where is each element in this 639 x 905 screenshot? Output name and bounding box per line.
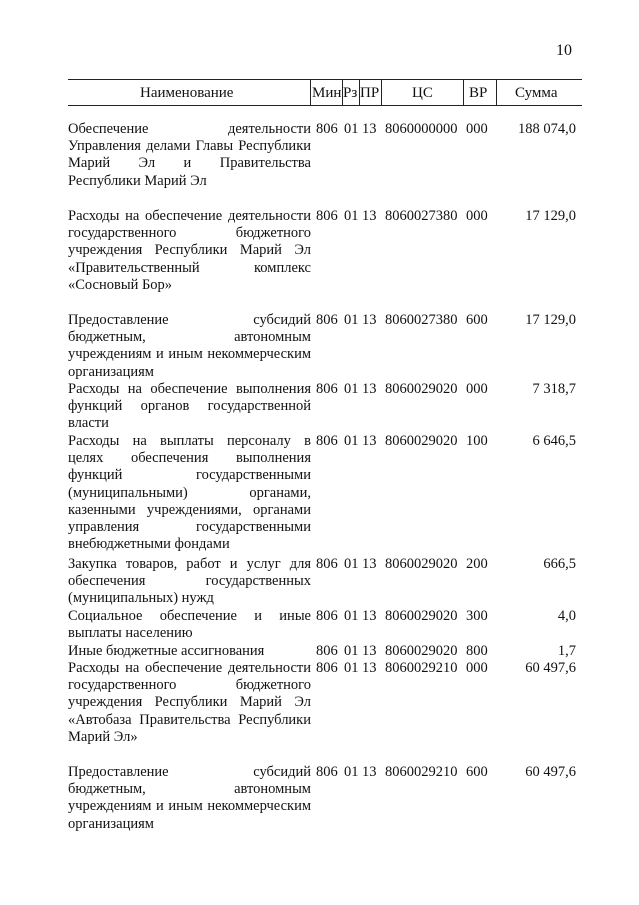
header-divider (381, 79, 382, 106)
row-rz: 01 (344, 643, 359, 659)
header-pr: ПР (360, 85, 380, 101)
row-min: 806 (316, 764, 338, 780)
row-pr: 13 (362, 208, 377, 224)
row-pr: 13 (362, 433, 377, 449)
row-name: Социальное обеспечение и иные выплаты населению (68, 608, 311, 642)
row-rz: 01 (344, 381, 359, 397)
row-cs: 8060029020 (385, 643, 458, 659)
row-rz: 01 (344, 121, 359, 137)
row-rz: 01 (344, 556, 359, 572)
row-pr: 13 (362, 381, 377, 397)
row-pr: 13 (362, 764, 377, 780)
row-rz: 01 (344, 764, 359, 780)
row-pr: 13 (362, 660, 377, 676)
row-sum: 17 129,0 (525, 208, 576, 224)
row-sum: 1,7 (557, 643, 576, 659)
row-rz: 01 (344, 608, 359, 624)
row-rz: 01 (344, 433, 359, 449)
row-sum: 7 318,7 (532, 381, 576, 397)
row-name: Расходы на выплаты персоналу в целях обеспечения выполнения функций государственными (муниципальными) органами, казенными учреждениями, органами управления государственными внебюджетными фондами (68, 433, 311, 553)
row-sum: 6 646,5 (532, 433, 576, 449)
row-name: Расходы на обеспечение деятельности государственного бюджетного учреждения Республики Марий Эл «Правительственный комплекс «Сосновый Бор» (68, 208, 311, 293)
row-name: Расходы на обеспечение выполнения функций органов государственной власти (68, 381, 311, 432)
row-cs: 8060029020 (385, 556, 458, 572)
row-vr: 800 (466, 643, 488, 659)
header-bottom-rule (68, 105, 582, 106)
row-vr: 000 (466, 660, 488, 676)
row-min: 806 (316, 643, 338, 659)
row-pr: 13 (362, 608, 377, 624)
row-sum: 17 129,0 (525, 312, 576, 328)
row-name: Обеспечение деятельности Управления делами Главы Республики Марий Эл и Правительства Республики Марий Эл (68, 121, 311, 189)
header-name: Наименование (140, 85, 234, 101)
row-rz: 01 (344, 660, 359, 676)
row-sum: 188 074,0 (518, 121, 576, 137)
header-divider (310, 79, 311, 106)
row-sum: 4,0 (557, 608, 576, 624)
row-vr: 600 (466, 312, 488, 328)
row-name: Предоставление субсидий бюджетным, автономным учреждениям и иным некоммерческим организациям (68, 764, 311, 832)
row-cs: 8060029020 (385, 381, 458, 397)
row-cs: 8060000000 (385, 121, 458, 137)
row-name: Предоставление субсидий бюджетным, автономным учреждениям и иным некоммерческим организациям (68, 312, 311, 380)
row-rz: 01 (344, 208, 359, 224)
row-pr: 13 (362, 121, 377, 137)
row-name: Расходы на обеспечение деятельности государственного бюджетного учреждения Республики Марий Эл «Автобаза Правительства Республики Марий Эл» (68, 660, 311, 745)
row-cs: 8060027380 (385, 312, 458, 328)
row-cs: 8060029210 (385, 764, 458, 780)
row-sum: 666,5 (543, 556, 576, 572)
header-top-rule (68, 79, 582, 80)
row-min: 806 (316, 556, 338, 572)
row-min: 806 (316, 608, 338, 624)
row-vr: 600 (466, 764, 488, 780)
row-min: 806 (316, 208, 338, 224)
row-cs: 8060027380 (385, 208, 458, 224)
page-number: 10 (556, 42, 572, 59)
header-vr: ВР (469, 85, 488, 101)
row-cs: 8060029020 (385, 608, 458, 624)
row-rz: 01 (344, 312, 359, 328)
row-vr: 000 (466, 381, 488, 397)
row-pr: 13 (362, 556, 377, 572)
row-cs: 8060029210 (385, 660, 458, 676)
row-min: 806 (316, 381, 338, 397)
row-name: Закупка товаров, работ и услуг для обеспечения государственных (муниципальных) нужд (68, 556, 311, 607)
header-divider (463, 79, 464, 106)
row-sum: 60 497,6 (525, 764, 576, 780)
row-cs: 8060029020 (385, 433, 458, 449)
row-vr: 000 (466, 121, 488, 137)
row-vr: 000 (466, 208, 488, 224)
row-min: 806 (316, 312, 338, 328)
row-min: 806 (316, 660, 338, 676)
row-min: 806 (316, 433, 338, 449)
row-vr: 200 (466, 556, 488, 572)
header-sum: Сумма (515, 85, 558, 101)
row-vr: 300 (466, 608, 488, 624)
row-pr: 13 (362, 312, 377, 328)
row-pr: 13 (362, 643, 377, 659)
row-vr: 100 (466, 433, 488, 449)
header-cs: ЦС (412, 85, 433, 101)
row-name: Иные бюджетные ассигнования (68, 643, 265, 659)
header-min: Мин (312, 85, 342, 101)
row-min: 806 (316, 121, 338, 137)
header-rz: Рз (343, 85, 358, 101)
header-divider (496, 79, 497, 106)
row-sum: 60 497,6 (525, 660, 576, 676)
